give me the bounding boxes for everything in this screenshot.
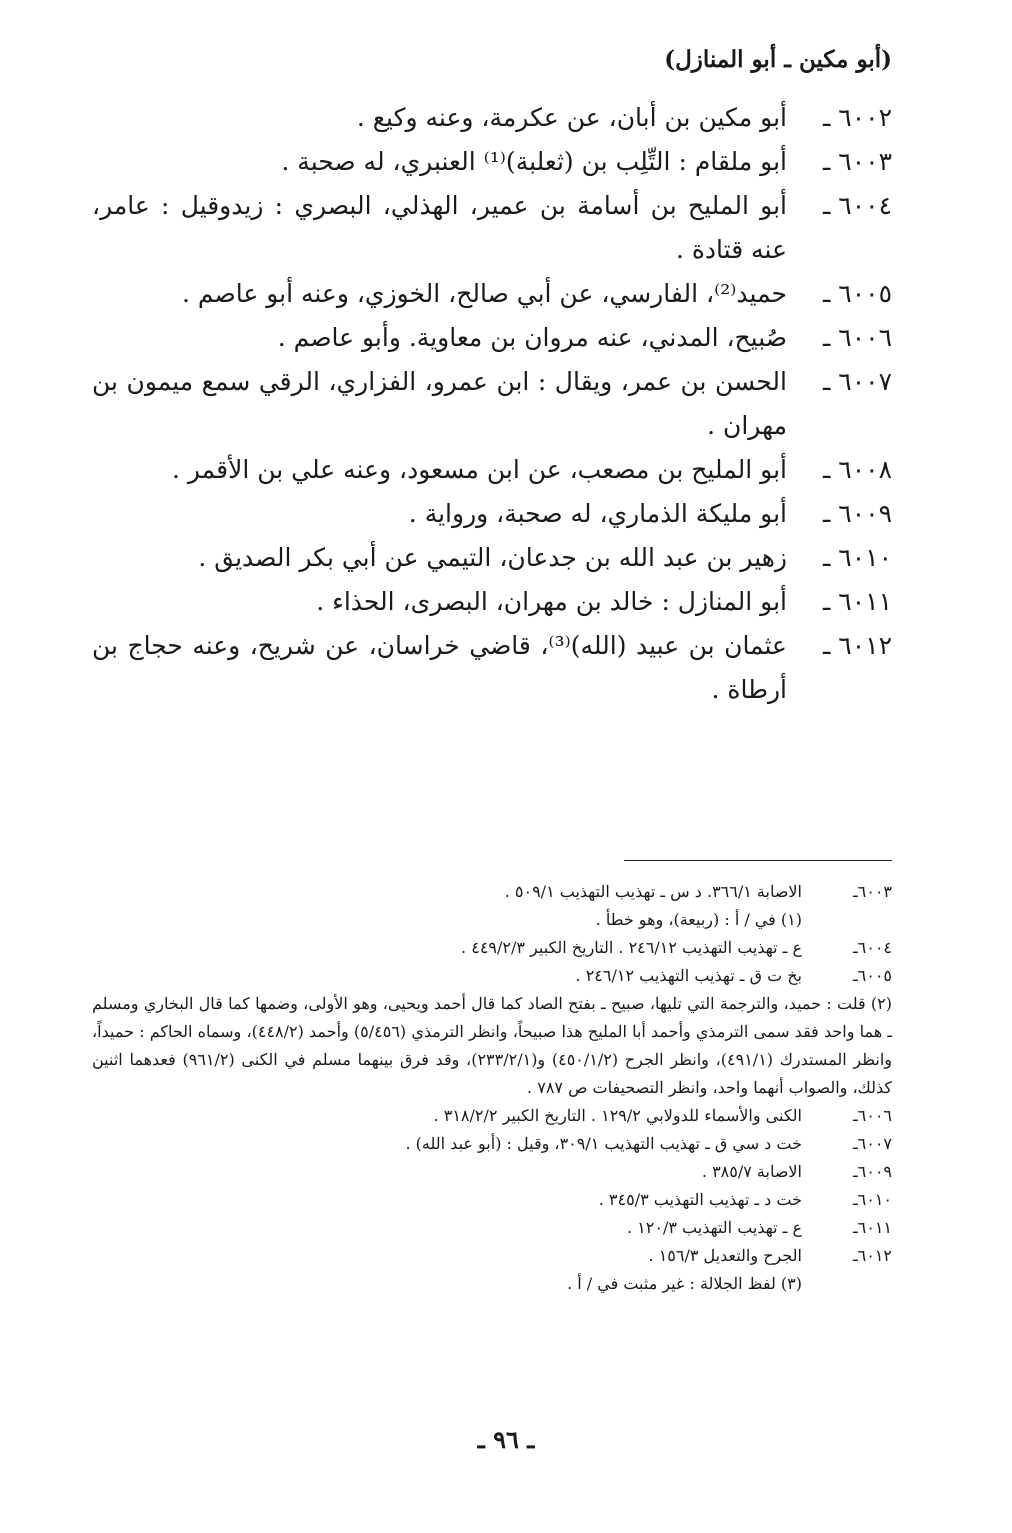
entry-number: ٦٠٠٨ ـ [823,455,892,484]
footnote-text: ع ـ تهذيب التهذيب ١٢٠/٣ . [627,1218,802,1237]
entry-number: ٦٠١١ ـ [823,587,892,616]
footnote-number: ٦٠١٢ـ [852,1246,892,1265]
entry-6012 [92,624,892,712]
entry-number: ٦٠٠٧ ـ [823,367,892,396]
footnote-number: ٦٠٠٩ـ [852,1162,892,1181]
footnote-number: ٦٠٠٥ـ [852,966,892,985]
footnote-text: بخ ت ق ـ تهذيب التهذيب ٢٤٦/١٢ . [575,966,802,985]
footnote-text: ع ـ تهذيب التهذيب ٢٤٦/١٢ . التاريخ الكبير ٤٤٩/٢/٣ . [461,938,802,957]
entry-text: أبو المنازل : خالد بن مهران، البصرى، الحذاء . [316,587,787,616]
footnote-number: ٦٠١٠ـ [852,1190,892,1209]
entry-6003 [92,140,892,184]
entry-6011 [92,580,892,624]
entry-text: أبو مكين بن أبان، عن عكرمة، وعنه وكيع . [356,103,787,132]
footnotes-section [92,878,892,1298]
footnote-text: الاصابة ٣٨٥/٧ . [701,1162,802,1181]
footnote-number: ٦٠٠٧ـ [852,1134,892,1153]
entry-number: ٦٠٠٥ ـ [823,279,892,308]
footnote-note-2: (٢) قلت : حميد، والترجمة التي تليها، صبيح ـ بفتح الصاد كما قال أحمد ويحيى، وهو الأولى، وضمها كما قال البخاري ومسلم ـ هما واحد فقد سمى الترمذي وأحمد أبا المليح هذا صبيحاً، وانظر الترمذي (٥/٤٥٦) وأحمد (٤٤٨/٢)، وسماه الحاكم : حميداً، وانظر المستدرك (٤٩١/١)، وانظر الجرح (٤٥٠/١/٢) و(٢٣٣/٢/١)، وقد فرق بينهما مسلم في الكنى (٩٦١/٢) فعدهما اثنين كذلك، والصواب أنهما واحد، وانظر التصحيفات ص ٧٨٧ . [92,994,893,1097]
footnote-6007 [92,1130,892,1158]
footnote-number: ٦٠٠٣ـ [852,882,892,901]
footnote-text: خت د ـ تهذيب التهذيب ٣٤٥/٣ . [598,1190,802,1209]
entry-number: ٦٠١٢ ـ [823,631,892,660]
footnote-6003 [92,878,892,906]
entry-6008 [92,448,892,492]
entry-number: ٦٠٠٦ ـ [823,323,892,352]
footnote-text: الكنى والأسماء للدولابي ١٢٩/٢ . التاريخ الكبير ٣١٨/٢/٢ . [433,1106,802,1125]
entry-number: ٦٠٠٤ ـ [823,191,892,220]
footnote-divider [624,860,892,861]
footnote-note-1: (١) في / أ : (ربيعة)، وهو خطأ . [595,910,802,929]
footnote-6012 [92,1242,892,1270]
entries-list [92,96,892,712]
entry-text: أبو ملقام : التِّلِب بن (ثعلبة)⁽¹⁾ العنبري، له صحبة . [281,147,787,176]
footnote-6011 [92,1214,892,1242]
entry-text: زهير بن عبد الله بن جدعان، التيمي عن أبي بكر الصديق . [198,543,787,572]
entry-6010 [92,536,892,580]
entry-6002 [92,96,892,140]
entry-text: أبو مليكة الذماري، له صحبة، ورواية . [408,499,787,528]
running-header: (أبو مكين ـ أبو المنازل) [664,46,892,73]
entry-6009 [92,492,892,536]
footnote-number: ٦٠٠٦ـ [852,1106,892,1125]
entry-text: أبو المليح بن أسامة بن عمير، الهذلي، البصري : زيدوقيل : عامر، عنه قتادة . [92,191,787,264]
entry-text: أبو المليح بن مصعب، عن ابن مسعود، وعنه علي بن الأقمر . [171,455,787,484]
footnote-6006 [92,1102,892,1130]
footnote-6010 [92,1186,892,1214]
entry-number: ٦٠٠٣ ـ [823,147,892,176]
footnote-note-3: (٣) لفظ الجلالة : غير مثبت في / أ . [567,1274,802,1293]
entry-6005 [92,272,892,316]
footnote-text: الجرح والتعديل ١٥٦/٣ . [648,1246,802,1265]
entry-6007 [92,360,892,448]
entry-text: الحسن بن عمر، ويقال : ابن عمرو، الفزاري، الرقي سمع ميمون بن مهران . [92,367,787,440]
entry-text: حميد⁽²⁾، الفارسي، عن أبي صالح، الخوزي، وعنه أبو عاصم . [181,279,787,308]
footnote-text: خت د سي ق ـ تهذيب التهذيب ٣٠٩/١، وقيل : (أبو عبد الله) . [405,1134,802,1153]
entry-text: عثمان بن عبيد (الله)⁽³⁾، قاضي خراسان، عن شريح، وعنه حجاج بن أرطاة . [92,631,787,704]
page-number: ـ ٩٦ ـ [477,1425,535,1454]
entry-text: صُبيح، المدني، عنه مروان بن معاوية. وأبو عاصم . [277,323,787,352]
entry-number: ٦٠١٠ ـ [823,543,892,572]
footnote-text: الاصابة ٣٦٦/١. د س ـ تهذيب التهذيب ٥٠٩/١ . [504,882,802,901]
footnote-6004 [92,934,892,962]
footnote-number: ٦٠١١ـ [852,1218,892,1237]
entry-6006 [92,316,892,360]
entry-number: ٦٠٠٩ ـ [823,499,892,528]
entry-6004 [92,184,892,272]
entry-number: ٦٠٠٢ ـ [823,103,892,132]
footnote-number: ٦٠٠٤ـ [852,938,892,957]
footnote-6009 [92,1158,892,1186]
footnote-6005 [92,962,892,990]
